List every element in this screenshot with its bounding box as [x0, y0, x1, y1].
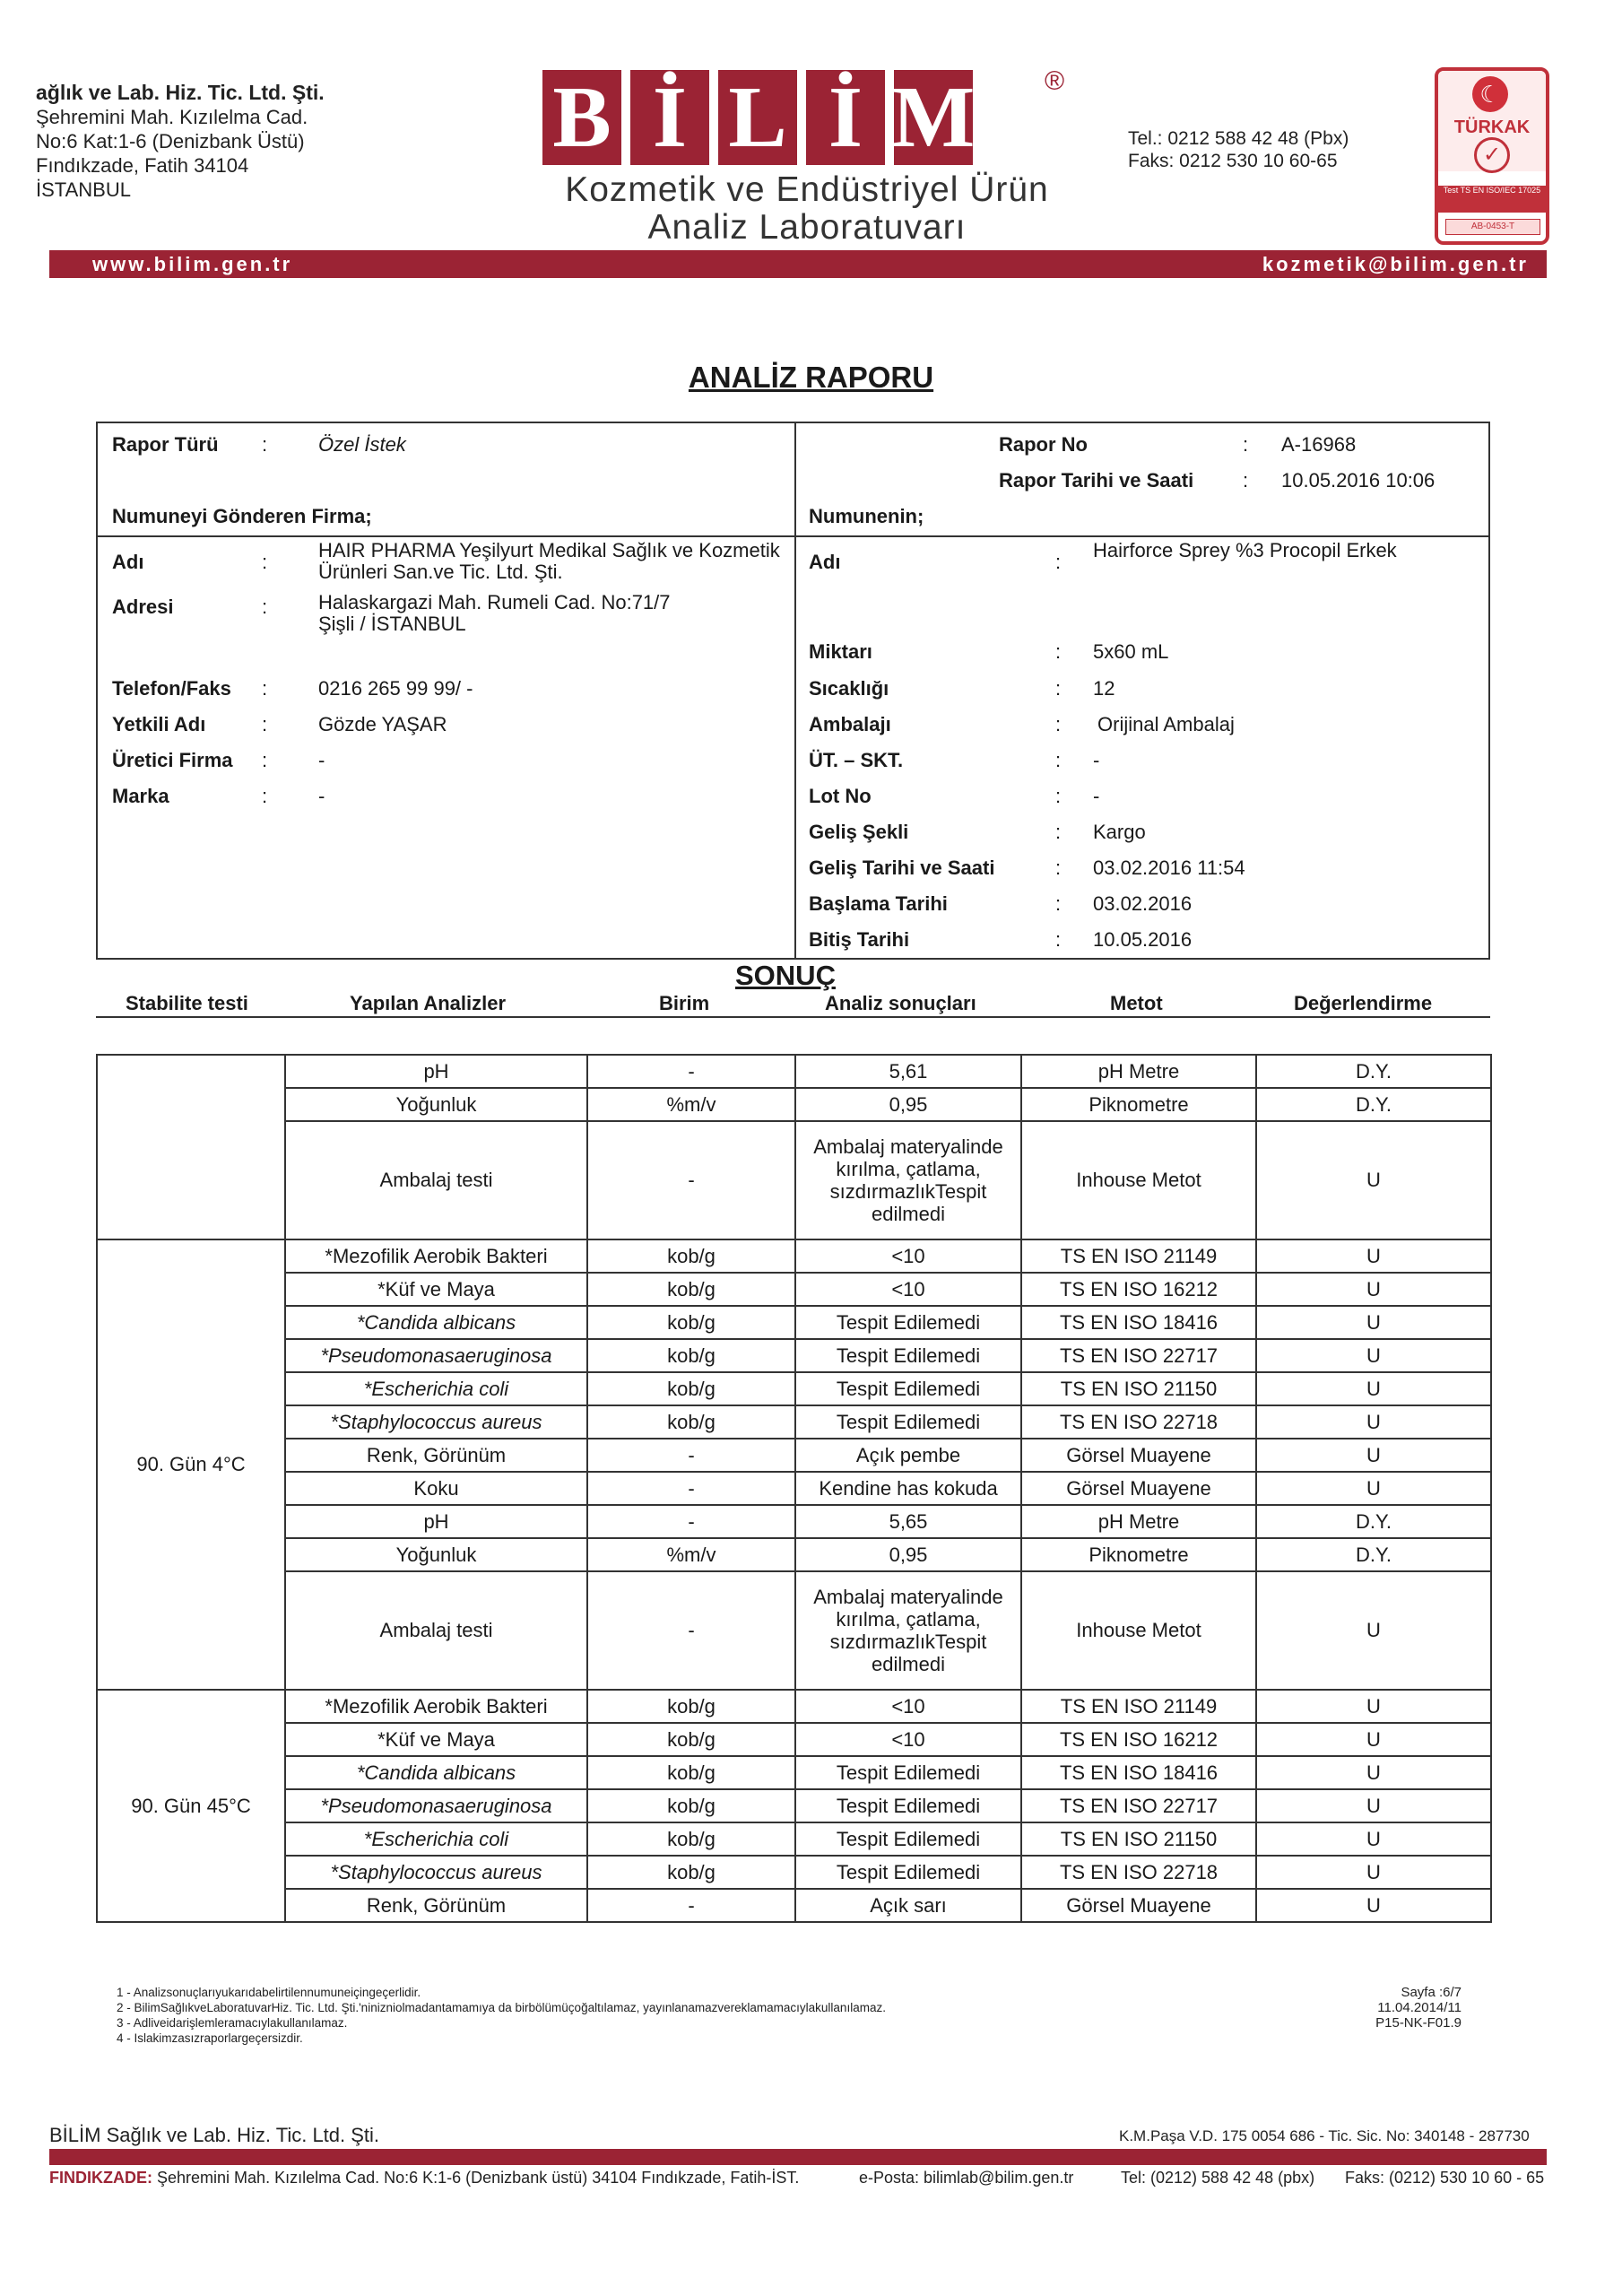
- table-row: [97, 1538, 1491, 1571]
- temperature-label: Sıcaklığı: [809, 677, 889, 700]
- logo-letter: L: [718, 70, 797, 165]
- lot-label: Lot No: [809, 785, 872, 807]
- address-value: Şişli / İSTANBUL: [318, 613, 466, 635]
- analysis-name: *Candida albicans: [285, 1306, 587, 1339]
- unit: kob/g: [587, 1239, 795, 1273]
- table-row: [97, 1088, 1491, 1121]
- evaluation: U: [1256, 1690, 1491, 1723]
- report-no-value: A-16968: [1281, 433, 1357, 456]
- evaluation: U: [1256, 1121, 1491, 1239]
- footer-company: BİLİM Sağlık ve Lab. Hiz. Tic. Ltd. Şti.: [49, 2124, 380, 2146]
- evaluation: U: [1256, 1756, 1491, 1789]
- producer-value: -: [318, 749, 325, 771]
- authorized-label: Yetkili Adı: [112, 713, 206, 735]
- unit: kob/g: [587, 1822, 795, 1856]
- producer-label: Üretici Firma: [112, 749, 233, 771]
- amount-value: 5x60 mL: [1093, 640, 1169, 663]
- result-value: 0,95: [795, 1538, 1021, 1571]
- report-date-label: Rapor Tarihi ve Saati: [999, 469, 1194, 491]
- analysis-name: *Küf ve Maya: [285, 1723, 587, 1756]
- report-type-value: Özel İstek: [318, 433, 406, 456]
- analysis-name: Renk, Görünüm: [285, 1439, 587, 1472]
- evaluation: U: [1256, 1822, 1491, 1856]
- method: TS EN ISO 21150: [1021, 1372, 1256, 1405]
- evaluation: U: [1256, 1372, 1491, 1405]
- analysis-name: pH: [285, 1505, 587, 1538]
- table-row: [97, 1121, 1491, 1239]
- turkak-accreditation-logo: [1435, 67, 1549, 245]
- method: TS EN ISO 22718: [1021, 1405, 1256, 1439]
- analysis-name: *Mezofilik Aerobik Bakteri: [285, 1239, 587, 1273]
- method: TS EN ISO 21150: [1021, 1822, 1256, 1856]
- table-row: [97, 1372, 1491, 1405]
- evaluation: U: [1256, 1439, 1491, 1472]
- amount-label: Miktarı: [809, 640, 872, 663]
- report-no-label: Rapor No: [999, 433, 1088, 456]
- analysis-name: pH: [285, 1055, 587, 1088]
- analysis-name: Yoğunluk: [285, 1538, 587, 1571]
- analysis-name: Ambalaj testi: [285, 1121, 587, 1239]
- table-row: [97, 1822, 1491, 1856]
- phone-label: Telefon/Faks: [112, 677, 231, 700]
- arrival-value: Kargo: [1093, 821, 1146, 843]
- end-date-label: Bitiş Tarihi: [809, 928, 910, 951]
- evaluation: U: [1256, 1472, 1491, 1505]
- unit: kob/g: [587, 1339, 795, 1372]
- evaluation: U: [1256, 1339, 1491, 1372]
- evaluation: U: [1256, 1789, 1491, 1822]
- unit: kob/g: [587, 1856, 795, 1889]
- result-value: Açık pembe: [795, 1439, 1021, 1472]
- sample-name-label: Adı: [809, 551, 841, 573]
- report-title: ANALİZ RAPORU: [688, 361, 934, 394]
- table-row: [97, 1055, 1491, 1088]
- unit: kob/g: [587, 1405, 795, 1439]
- analysis-name: *Pseudomonasaeruginosa: [285, 1339, 587, 1372]
- unit: kob/g: [587, 1723, 795, 1756]
- table-row: [97, 1339, 1491, 1372]
- evaluation: D.Y.: [1256, 1088, 1491, 1121]
- arrival-label: Geliş Şekli: [809, 821, 909, 843]
- unit: -: [587, 1439, 795, 1472]
- table-row: [97, 1889, 1491, 1922]
- email-link[interactable]: kozmetik@bilim.gen.tr: [1262, 253, 1529, 275]
- note: 3 - Adliveidarişlemleramacıylakullanılamaz.: [117, 2016, 348, 2030]
- evaluation: U: [1256, 1571, 1491, 1690]
- unit: kob/g: [587, 1273, 795, 1306]
- table-row: [97, 1306, 1491, 1339]
- method: TS EN ISO 22717: [1021, 1789, 1256, 1822]
- sender-name-value: Ürünleri San.ve Tic. Ltd. Şti.: [318, 561, 563, 583]
- temperature-value: 12: [1093, 677, 1115, 700]
- divider: [794, 423, 796, 958]
- bilim-logo: [542, 69, 976, 166]
- method: TS EN ISO 18416: [1021, 1756, 1256, 1789]
- company-address-line: Fındıkzade, Fatih 34104: [36, 154, 249, 177]
- result-value: Tespit Edilemedi: [795, 1756, 1021, 1789]
- divider: [98, 535, 1488, 537]
- registered-mark: ®: [1045, 66, 1065, 96]
- arrival-date-value: 03.02.2016 11:54: [1093, 857, 1245, 879]
- footer-registry: K.M.Paşa V.D. 175 0054 686 - Tic. Sic. No: 340148 - 287730: [1119, 2127, 1530, 2144]
- sample-name-value: Hairforce Sprey %3 Procopil Erkek: [1093, 539, 1397, 561]
- analysis-name: Renk, Görünüm: [285, 1889, 587, 1922]
- footer-address: [49, 2169, 799, 2187]
- results-title: SONUÇ: [735, 960, 836, 991]
- analysis-name: *Escherichia coli: [285, 1822, 587, 1856]
- header-results: Analiz sonuçları: [825, 992, 976, 1014]
- note: 2 - BilimSağlıkveLaboratuvarHiz. Tic. Ltd. Şti.'ninizniolmadantamamıya da birbölümüçoğaltılamaz, yayınlanamazvereklamamacıylakullanılamaz.: [117, 2001, 886, 2014]
- analysis-name: *Candida albicans: [285, 1756, 587, 1789]
- start-date-label: Başlama Tarihi: [809, 892, 948, 915]
- lab-subtitle-1: Kozmetik ve Endüstriyel Ürün: [565, 170, 1049, 209]
- form-code: P15-NK-F01.9: [1375, 2015, 1462, 2031]
- turkak-standard: Test TS EN ISO/IEC 17025: [1438, 186, 1546, 213]
- table-row: [97, 1472, 1491, 1505]
- unit: kob/g: [587, 1756, 795, 1789]
- evaluation: D.Y.: [1256, 1055, 1491, 1088]
- analysis-name: *Staphylococcus aureus: [285, 1405, 587, 1439]
- footer-bar: [49, 2149, 1547, 2165]
- method: Piknometre: [1021, 1088, 1256, 1121]
- unit: %m/v: [587, 1538, 795, 1571]
- company-name: ağlık ve Lab. Hiz. Tic. Ltd. Şti.: [36, 81, 325, 104]
- report-info-box: Rapor Türü : Özel İstek Rapor No : A-16968 Rapor Tarihi ve Saati : 10.05.2016 10:06 Numuneyi Gönderen Firma; Numunenin; Adı : HAIR PHARMA Yeşilyurt Medikal Sağlık ve Kozmetik Ürünleri San.ve Tic. Ltd. Şti. Adı : Hairforce Sprey %3 Procopil Erkek Adresi : Halaskargazi Mah. Rumeli Cad. No:71/7 Şişli / İSTANBUL Miktarı : 5x60 mL Telefon/Faks : 0216 265 99 99/ - Sıcaklığı : 12 Yetkili Adı : Gözde YAŞAR Ambalajı : Orijinal Ambalaj Üretici Firma : - ÜT. – SKT. : - Marka : - Lot No : - Geliş Şekli : Kargo Geliş Tarihi ve Saati : 03.02.2016 11:54 Başlama Tarihi : 03.02.2016 Bitiş Tarihi : 10.05.2016: [96, 422, 1490, 960]
- turkak-name: TÜRKAK: [1453, 117, 1531, 137]
- stability-group: 90. Gün 4°C: [97, 1239, 285, 1690]
- result-value: Açık sarı: [795, 1889, 1021, 1922]
- evaluation: U: [1256, 1405, 1491, 1439]
- sample-heading: Numunenin;: [809, 505, 924, 527]
- header-evaluation: Değerlendirme: [1294, 992, 1433, 1014]
- method: pH Metre: [1021, 1055, 1256, 1088]
- result-value: Kendine has kokuda: [795, 1472, 1021, 1505]
- start-date-value: 03.02.2016: [1093, 892, 1193, 915]
- sender-name-value: HAIR PHARMA Yeşilyurt Medikal Sağlık ve Kozmetik: [318, 539, 780, 561]
- evaluation: U: [1256, 1723, 1491, 1756]
- result-value: 0,95: [795, 1088, 1021, 1121]
- result-value: <10: [795, 1273, 1021, 1306]
- evaluation: U: [1256, 1273, 1491, 1306]
- arrival-date-label: Geliş Tarihi ve Saati: [809, 857, 995, 879]
- analysis-name: *Mezofilik Aerobik Bakteri: [285, 1690, 587, 1723]
- result-value: Ambalaj materyalinde kırılma, çatlama, sızdırmazlıkTespit edilmedi: [795, 1121, 1021, 1239]
- footer-address-label: FINDIKZADE:: [49, 2169, 152, 2187]
- evaluation: D.Y.: [1256, 1538, 1491, 1571]
- logo-letter: İ: [806, 70, 885, 165]
- method: TS EN ISO 16212: [1021, 1723, 1256, 1756]
- logo-letter: B: [542, 70, 621, 165]
- results-table: [96, 1054, 1492, 1923]
- result-value: Tespit Edilemedi: [795, 1856, 1021, 1889]
- unit: kob/g: [587, 1690, 795, 1723]
- result-value: <10: [795, 1723, 1021, 1756]
- table-row: [97, 1239, 1491, 1273]
- sender-heading: Numuneyi Gönderen Firma;: [112, 505, 372, 527]
- website-link[interactable]: www.bilim.gen.tr: [92, 253, 293, 275]
- phone-value: 0216 265 99 99/ -: [318, 677, 473, 700]
- address-label: Adresi: [112, 596, 174, 618]
- company-address-line: İSTANBUL: [36, 178, 131, 201]
- method: Inhouse Metot: [1021, 1571, 1256, 1690]
- table-row: [97, 1723, 1491, 1756]
- authorized-value: Gözde YAŞAR: [318, 713, 447, 735]
- evaluation: U: [1256, 1239, 1491, 1273]
- method: TS EN ISO 18416: [1021, 1306, 1256, 1339]
- unit: -: [587, 1121, 795, 1239]
- lab-subtitle-2: Analiz Laboratuvarı: [647, 208, 967, 247]
- analysis-name: *Staphylococcus aureus: [285, 1856, 587, 1889]
- table-row: [97, 1690, 1491, 1723]
- footer-email[interactable]: e-Posta: bilimlab@bilim.gen.tr: [859, 2169, 1074, 2187]
- table-row: [97, 1856, 1491, 1889]
- method: Görsel Muayene: [1021, 1439, 1256, 1472]
- method: Görsel Muayene: [1021, 1472, 1256, 1505]
- header-bar: [49, 250, 1547, 278]
- unit: %m/v: [587, 1088, 795, 1121]
- method: TS EN ISO 22717: [1021, 1339, 1256, 1372]
- company-address: [36, 81, 412, 202]
- report-date-value: 10.05.2016 10:06: [1281, 469, 1436, 491]
- header-method: Metot: [1110, 992, 1163, 1014]
- logo-letter: M: [891, 69, 976, 166]
- result-value: Tespit Edilemedi: [795, 1789, 1021, 1822]
- expiry-value: -: [1093, 749, 1100, 771]
- checkmark-icon: ✓: [1474, 137, 1510, 173]
- header-fax: Faks: 0212 530 10 60-65: [1128, 151, 1338, 171]
- result-value: Ambalaj materyalinde kırılma, çatlama, sızdırmazlıkTespit edilmedi: [795, 1571, 1021, 1690]
- lot-value: -: [1093, 785, 1100, 807]
- package-label: Ambalajı: [809, 713, 891, 735]
- company-address-line: No:6 Kat:1-6 (Denizbank Üstü): [36, 130, 305, 152]
- header-tel: Tel.: 0212 588 42 48 (Pbx): [1128, 128, 1349, 149]
- analysis-name: Ambalaj testi: [285, 1571, 587, 1690]
- brand-label: Marka: [112, 785, 169, 807]
- sender-name-label: Adı: [112, 551, 144, 573]
- footer-tel: Tel: (0212) 588 42 48 (pbx): [1121, 2169, 1315, 2187]
- table-row: [97, 1405, 1491, 1439]
- evaluation: D.Y.: [1256, 1505, 1491, 1538]
- result-value: Tespit Edilemedi: [795, 1339, 1021, 1372]
- company-address-line: Şehremini Mah. Kızılelma Cad.: [36, 106, 308, 128]
- result-value: Tespit Edilemedi: [795, 1822, 1021, 1856]
- result-value: <10: [795, 1690, 1021, 1723]
- result-value: <10: [795, 1239, 1021, 1273]
- method: Görsel Muayene: [1021, 1889, 1256, 1922]
- analysis-name: Koku: [285, 1472, 587, 1505]
- result-value: Tespit Edilemedi: [795, 1372, 1021, 1405]
- footer-address-text: Şehremini Mah. Kızılelma Cad. No:6 K:1-6 (Denizbank üstü) 34104 Fındıkzade, Fatih-İST.: [157, 2169, 800, 2187]
- method: pH Metre: [1021, 1505, 1256, 1538]
- method: TS EN ISO 16212: [1021, 1273, 1256, 1306]
- expiry-label: ÜT. – SKT.: [809, 749, 904, 771]
- report-type-label: Rapor Türü: [112, 433, 219, 456]
- analysis-name: Yoğunluk: [285, 1088, 587, 1121]
- unit: -: [587, 1055, 795, 1088]
- note: 4 - Islakimzasızraporlargeçersizdir.: [117, 2031, 303, 2045]
- unit: kob/g: [587, 1789, 795, 1822]
- table-row: [97, 1505, 1491, 1538]
- page-number: Sayfa :6/7: [1401, 1985, 1462, 2000]
- method: Inhouse Metot: [1021, 1121, 1256, 1239]
- table-row: [97, 1439, 1491, 1472]
- unit: kob/g: [587, 1372, 795, 1405]
- analysis-name: *Küf ve Maya: [285, 1273, 587, 1306]
- method: Piknometre: [1021, 1538, 1256, 1571]
- address-value: Halaskargazi Mah. Rumeli Cad. No:71/7: [318, 591, 671, 613]
- brand-value: -: [318, 785, 325, 807]
- method: TS EN ISO 21149: [1021, 1690, 1256, 1723]
- header-analyses: Yapılan Analizler: [350, 992, 507, 1014]
- result-value: 5,65: [795, 1505, 1021, 1538]
- analysis-name: *Escherichia coli: [285, 1372, 587, 1405]
- revision-date: 11.04.2014/11: [1377, 2000, 1462, 2015]
- unit: kob/g: [587, 1306, 795, 1339]
- turkak-code: AB-0453-T: [1445, 219, 1540, 235]
- table-row: [97, 1789, 1491, 1822]
- turkak-emblem-icon: ☾: [1472, 76, 1508, 112]
- note: 1 - Analizsonuçlarıyukarıdabelirtilennumuneiçingeçerlidir.: [117, 1986, 421, 1999]
- method: TS EN ISO 22718: [1021, 1856, 1256, 1889]
- unit: -: [587, 1472, 795, 1505]
- method: TS EN ISO 21149: [1021, 1239, 1256, 1273]
- package-value: Orijinal Ambalaj: [1097, 713, 1235, 735]
- header-contact: [1128, 127, 1349, 172]
- table-row: [97, 1756, 1491, 1789]
- result-value: Tespit Edilemedi: [795, 1306, 1021, 1339]
- end-date-value: 10.05.2016: [1093, 928, 1193, 951]
- table-row: [97, 1273, 1491, 1306]
- table-row: [97, 1571, 1491, 1690]
- result-value: Tespit Edilemedi: [795, 1405, 1021, 1439]
- evaluation: U: [1256, 1889, 1491, 1922]
- report-notes: [117, 1985, 886, 2046]
- page-info: [1273, 1985, 1462, 2031]
- header-unit: Birim: [659, 992, 710, 1014]
- logo-letter: İ: [630, 70, 709, 165]
- footer-fax: Faks: (0212) 530 10 60 - 65: [1345, 2169, 1545, 2187]
- unit: -: [587, 1571, 795, 1690]
- unit: -: [587, 1889, 795, 1922]
- stability-group: 90. Gün 45°C: [97, 1690, 285, 1922]
- result-value: 5,61: [795, 1055, 1021, 1088]
- header-underline: [96, 1016, 1490, 1018]
- unit: -: [587, 1505, 795, 1538]
- analysis-name: *Pseudomonasaeruginosa: [285, 1789, 587, 1822]
- evaluation: U: [1256, 1306, 1491, 1339]
- evaluation: U: [1256, 1856, 1491, 1889]
- stability-group: [97, 1055, 285, 1239]
- header-stability: Stabilite testi: [126, 992, 248, 1014]
